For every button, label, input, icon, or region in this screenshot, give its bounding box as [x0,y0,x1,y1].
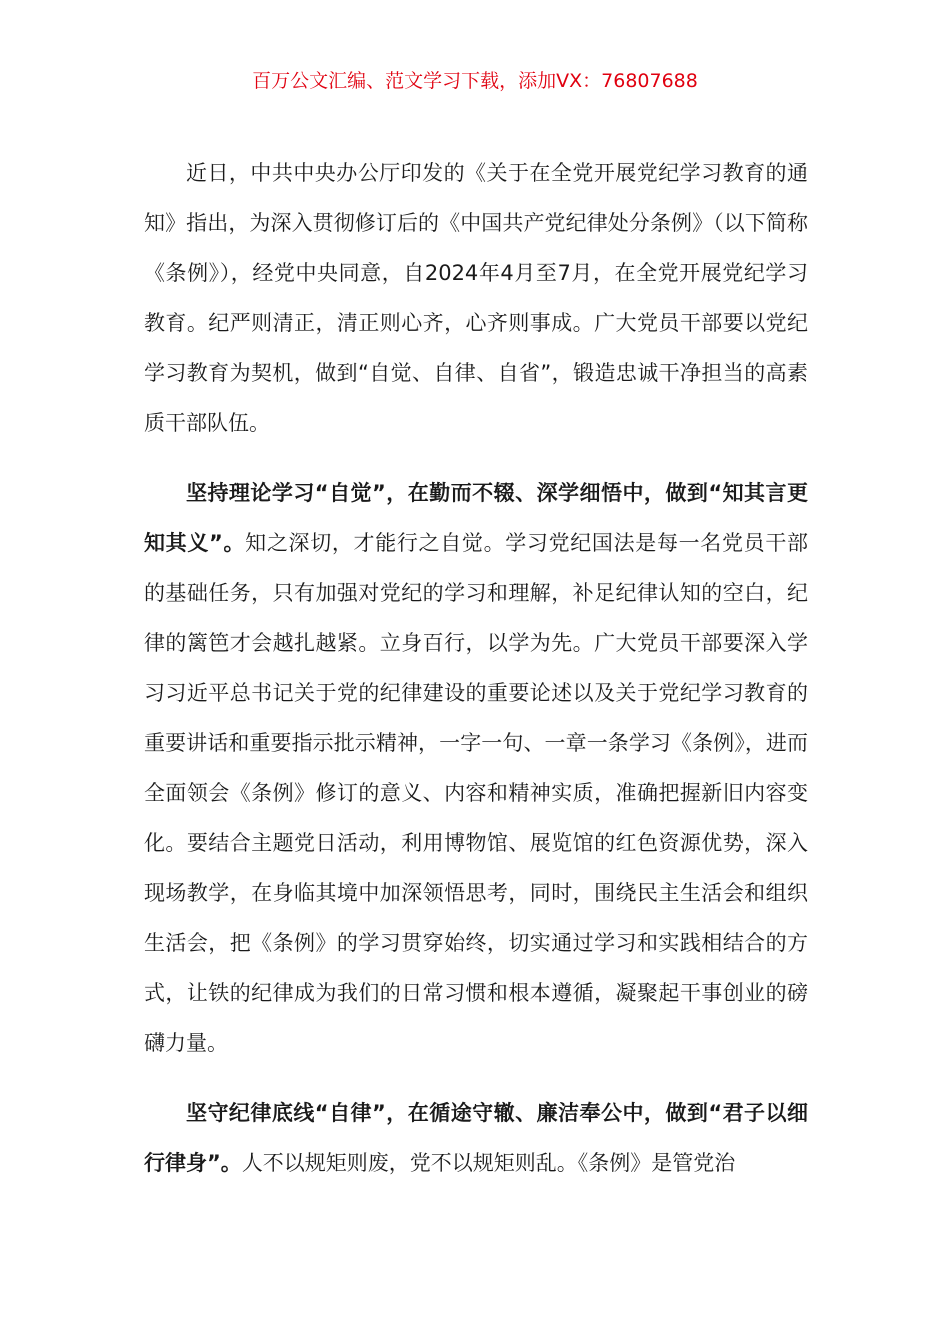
paragraph-text: 人不以规矩则废，党不以规矩则乱。《条例》是管党治 [241,1151,736,1175]
paragraph-heading: 坚持理论学习“自觉”，在勤而不辍、深学细悟中，做到“知其言更知其义”。 [144,481,808,555]
header-notice: 百万公文汇编、范文学习下载，添加VX：76807688 [252,70,698,92]
paragraph-text: 知之深切，才能行之自觉。学习党纪国法是每一名党员干部的基础任务，只有加强对党纪的学习和理解，补足纪律认知的空白，纪律的篱笆才会越扎越紧。立身百行，以学为先。广大党员干部要深入学习习近平总书记关于党的纪律建设的重要论述以及关于党纪学习教育的重要讲话和重要指示批示精神，一字一句、一章一条学习《条例》，进而全面领会《条例》修订的意义、内容和精神实质，准确把握新旧内容变化。要结合主题党日活动，利用博物馆、展览馆的红色资源优势，深入现场教学，在身临其境中加深领悟思考，同时，围绕民主生活会和组织生活会，把《条例》的学习贯穿始终，切实通过学习和实践相结合的方式，让铁的纪律成为我们的日常习惯和根本遵循，凝聚起干事创业的磅礴力量。 [144,531,808,1055]
paragraph-text: 近日，中共中央办公厅印发的《关于在全党开展党纪学习教育的通知》指出，为深入贯彻修订后的《中国共产党纪律处分条例》（以下简称《条例》），经党中央同意，自2024年4月至7月，在全党开展党纪学习教育。纪严则清正，清正则心齐，心齐则事成。广大党员干部要以党纪学习教育为契机，做到“自觉、自律、自省”，锻造忠诚干净担当的高素质干部队伍。 [144,161,808,435]
article-body [144,148,808,1188]
paragraph-heading: 坚守纪律底线“自律”，在循途守辙、廉洁奉公中，做到“君子以细行律身”。 [144,1101,808,1175]
paragraph-study [144,468,808,1068]
paragraph-discipline [144,1088,808,1188]
paragraph-intro [144,148,808,448]
